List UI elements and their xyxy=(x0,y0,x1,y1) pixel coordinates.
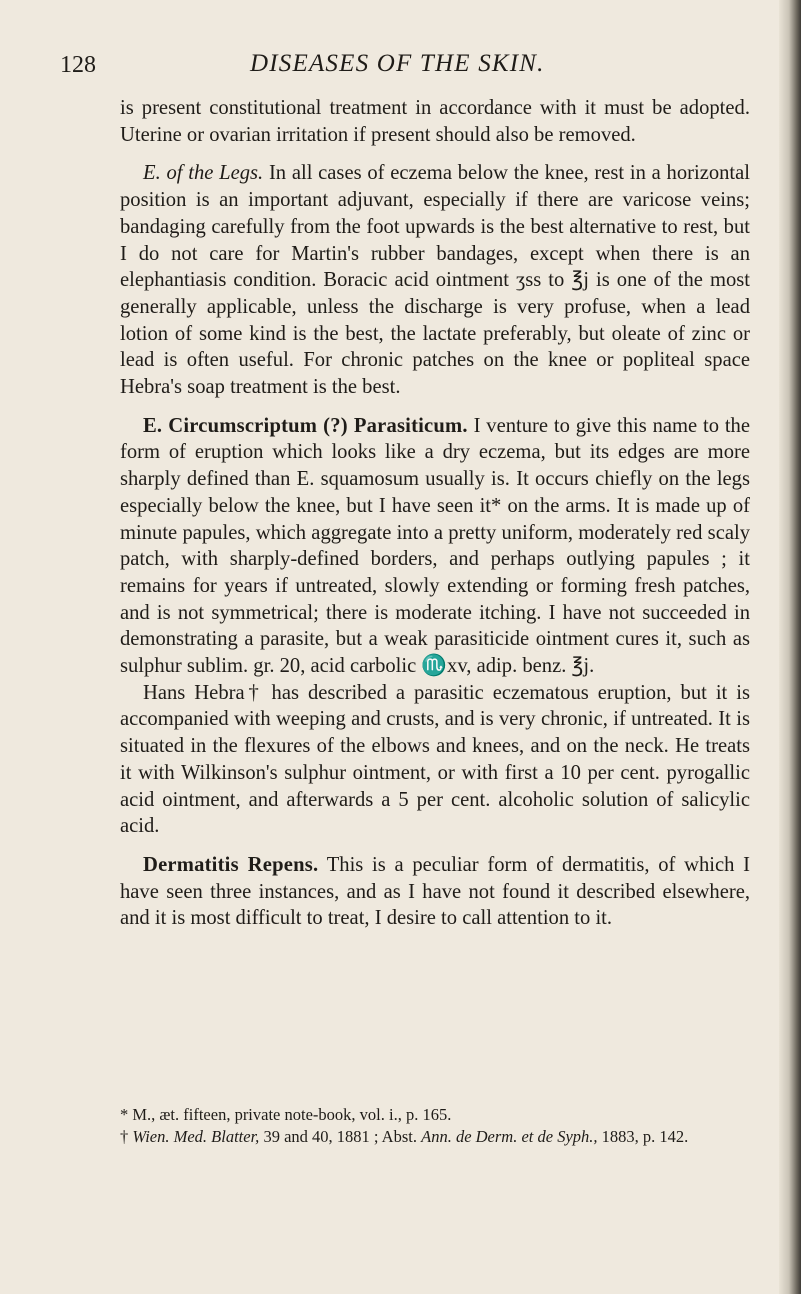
paragraph-text: Hans Hebra† has described a parasitic eczematous eruption, but it is accompanied with weeping and crusts, and is very chronic, if untreated. It is situated in the flexures of the elbows and knees, and on the neck. He treats it with Wilkinson's sulphur ointment, or with first a 10 per cent. pyrogallic acid ointment, and afterwards a 5 per cent. alcoholic solution of salicylic acid. xyxy=(120,681,750,838)
section-heading-legs: E. of the Legs. xyxy=(143,162,264,185)
footnote-2-journal-1: Wien. Med. Blatter, xyxy=(132,1126,260,1146)
paragraph-text: This is a peculiar form of dermatitis, of which I have seen three instances, and as I have not found it described elsewhere, and it is most difficult to treat, I desire to call attention to it. xyxy=(120,853,751,930)
section-heading-circumscriptum: E. Circumscriptum (?) Parasiticum. xyxy=(143,414,468,437)
page-number: 128 xyxy=(60,52,96,78)
footnote-2-end: 1883, p. 142. xyxy=(597,1126,689,1146)
footnote-2-middle: 39 and 40, 1881 ; Abst. xyxy=(259,1126,422,1146)
body-text xyxy=(120,95,750,932)
footnotes xyxy=(120,1104,750,1147)
paragraph-text: I venture to give this name to the form of eruption which looks like a dry eczema, but its edges are more sharply defined than E. squamosum usually is. It occurs chiefly on the legs especially below the knee, but I have seen it* on the arms. It is made up of minute papules, which aggregate into a pretty uniform, moderately red scaly patch, with sharply-defined borders, and perhaps outlying papules ; it remains for years if untreated, slowly extending or forming fresh patches, and is not symmetrical; there is moderate itching. I have not succeeded in demonstrating a parasite, but a weak parasiticide ointment cures it, such as sulphur sublim. gr. 20, acid carbolic ♏xv, adip. benz. ℥j. xyxy=(120,414,750,678)
footnote-2-mark: † xyxy=(120,1126,133,1146)
paragraph-dermatitis-repens xyxy=(120,852,750,932)
paragraph-circumscriptum xyxy=(120,413,750,680)
paragraph-hebra xyxy=(120,680,750,840)
running-title: DISEASES OF THE SKIN. xyxy=(250,50,545,77)
paragraph-text: is present constitutional treatment in accordance with it must be adopted. Uterine or ovarian irritation if present should also be removed. xyxy=(120,97,750,146)
paragraph-text: In all cases of eczema below the knee, rest in a horizontal position is an important adjuvant, especially if there are varicose veins; bandaging carefully from the foot upwards is the best alternative to rest, but I do not care for Martin's rubber bandages, except when there is an elephantiasis condition. Boracic acid ointment ʒss to ℥j is one of the most generally applicable, unless the discharge is very profuse, when a lead lotion of some kind is the best, the lactate preferably, but oleate of zinc or lead is often useful. For chronic patches on the knee or popliteal space Hebra's soap treatment is the best. xyxy=(120,162,751,399)
page-edge-shadow xyxy=(779,0,801,1294)
footnote-1: * M., æt. fifteen, private note-book, vol. i., p. 165. xyxy=(120,1105,452,1124)
paragraph-eczema-legs xyxy=(120,160,750,400)
paragraph-continued xyxy=(120,95,750,148)
section-heading-dermatitis-repens: Dermatitis Repens. xyxy=(143,853,319,876)
page-header xyxy=(60,52,741,86)
footnote-2 xyxy=(120,1126,750,1148)
footnote-2-journal-2: Ann. de Derm. et de Syph., xyxy=(421,1126,598,1146)
